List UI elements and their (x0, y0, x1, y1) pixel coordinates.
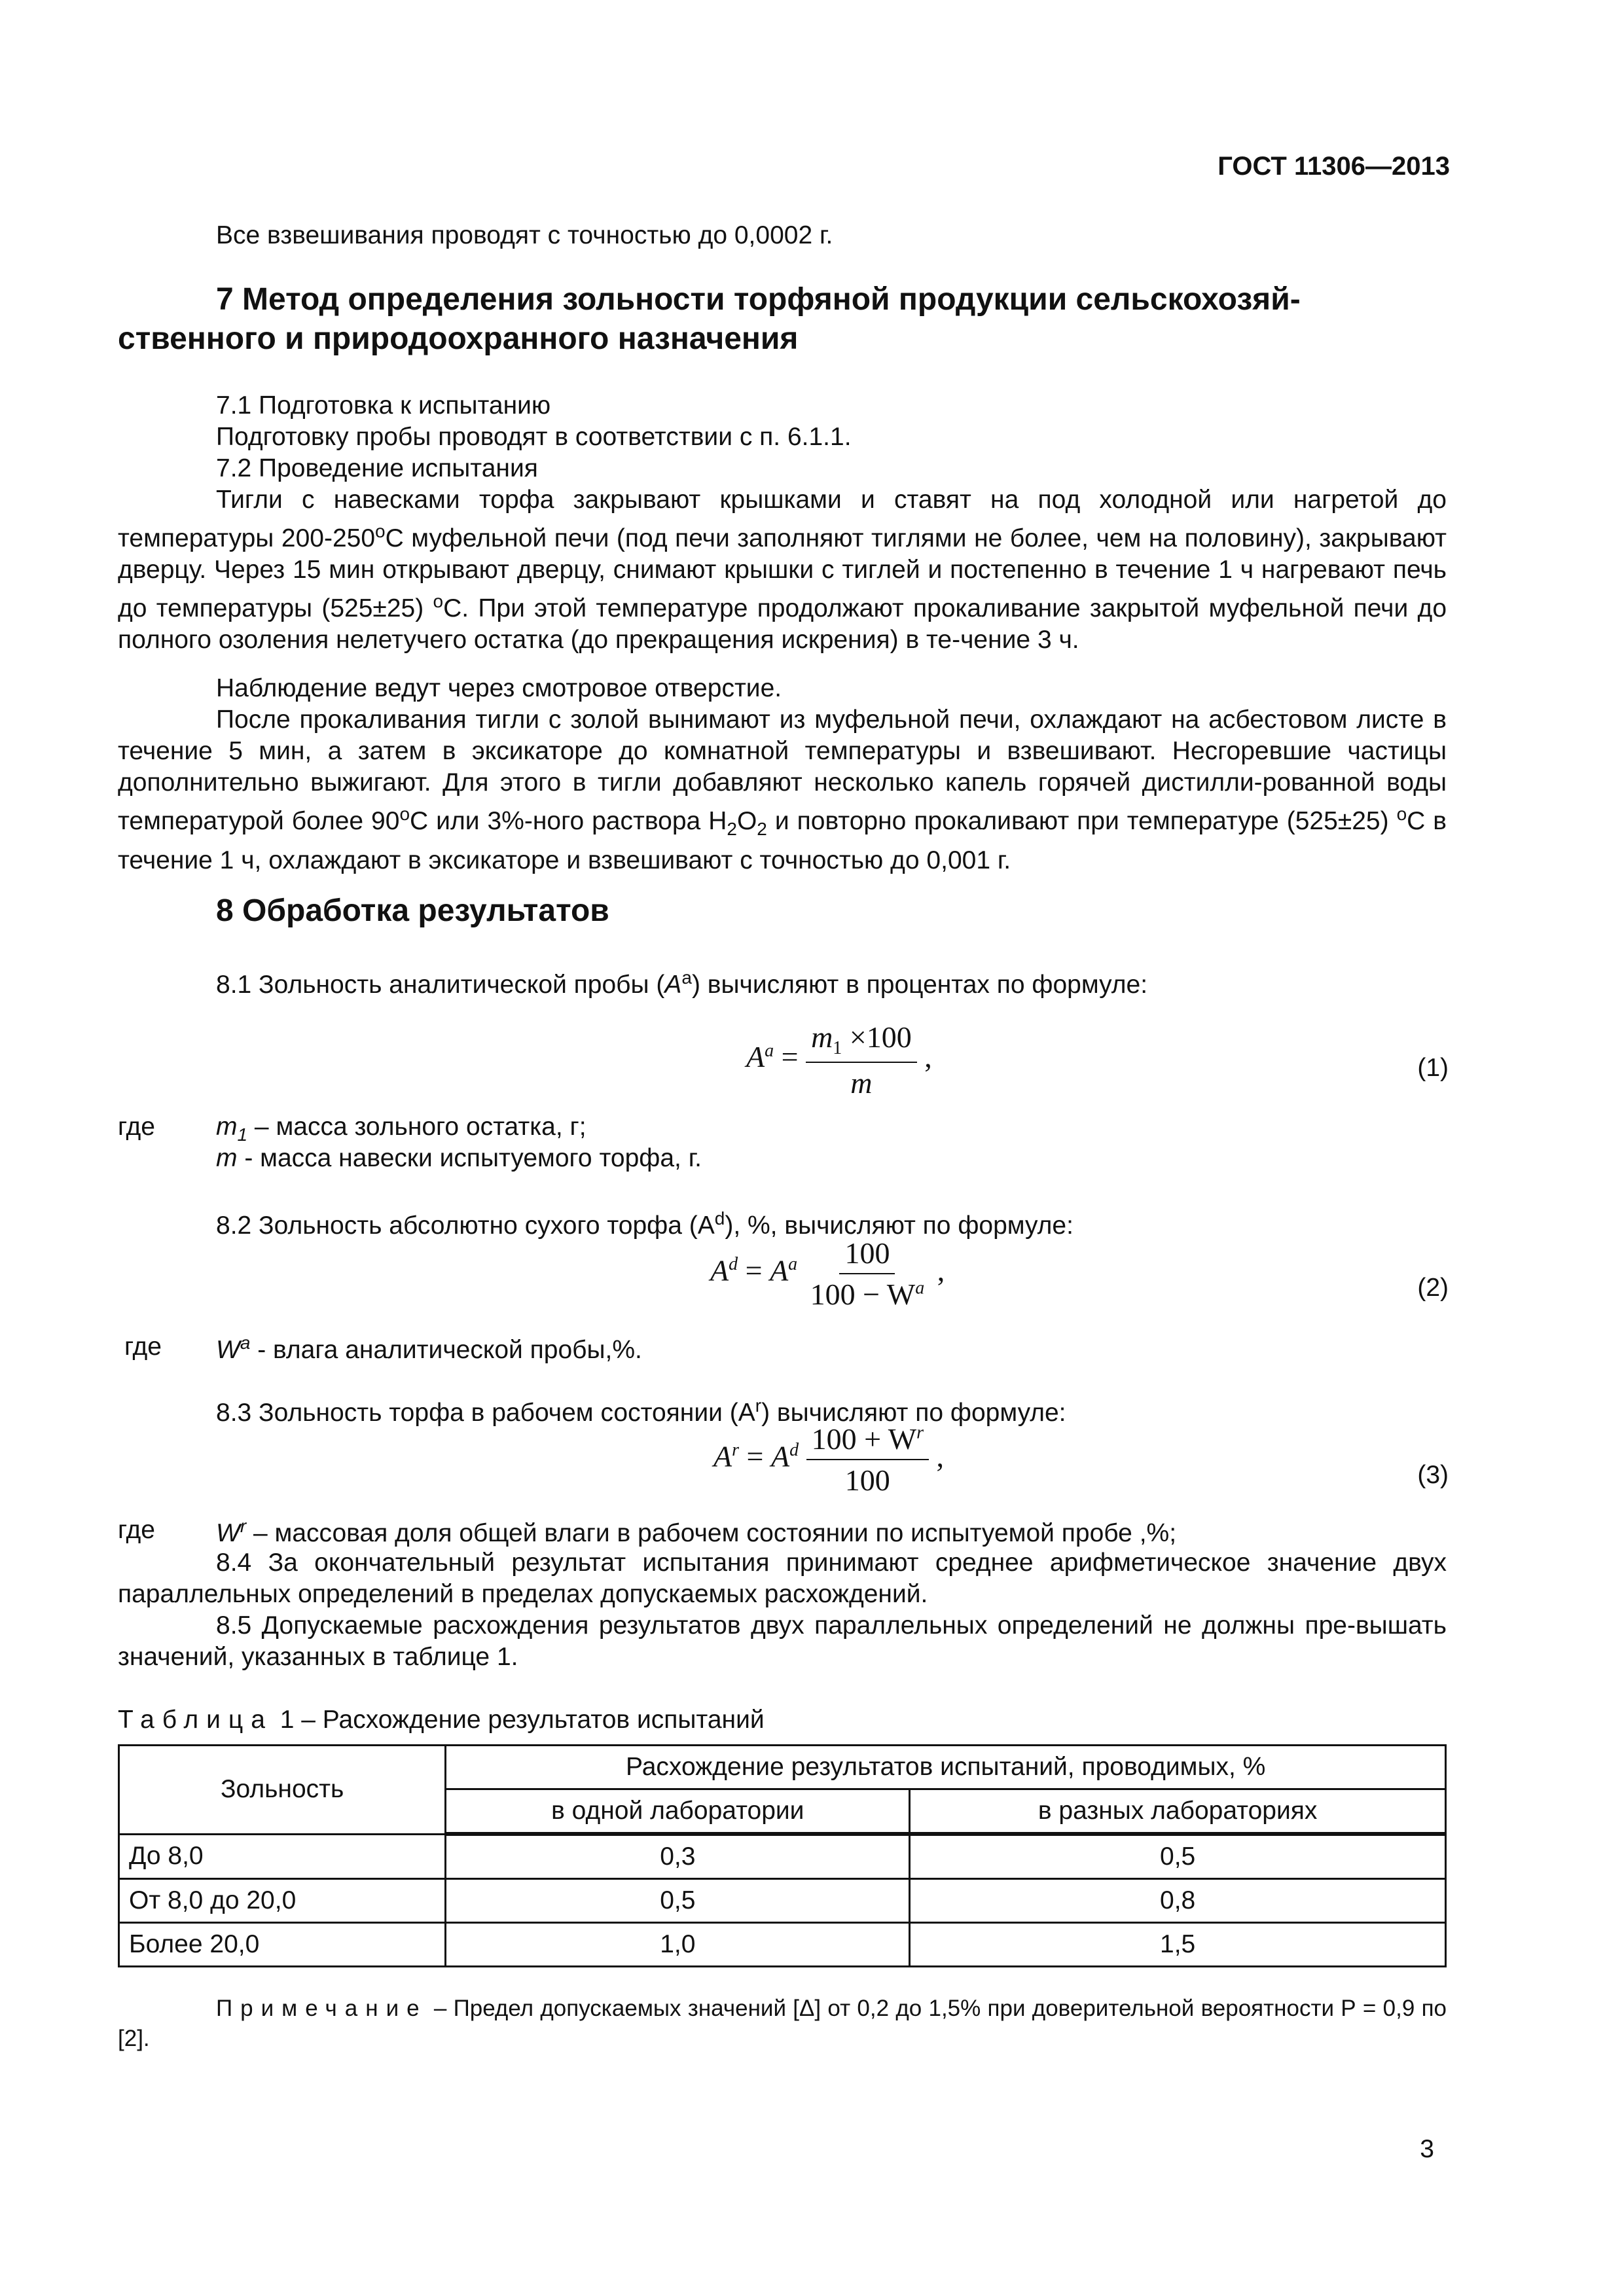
table-note: Примечание – Предел допускаемых значений [Δ] от 0,2 до 1,5% при доверительной вероятности Р = 0,9 по [2]. (118, 1996, 1447, 2051)
results-table (118, 1744, 1447, 1967)
subsection-7-2: 7.2 Проведение испытания (216, 454, 538, 482)
where-label-3: где (118, 1516, 155, 1544)
table-cell: 0,5 (446, 1879, 910, 1923)
formula-2: $A^d = A^a$ $\frac{100}{100 - W^a}$ , (710, 1236, 945, 1311)
section-8-title: 8 Обработка результатов (216, 893, 609, 928)
table-cell: 0,5 (910, 1834, 1446, 1879)
table-header-group: Расхождение результатов испытаний, проводимых, % (446, 1746, 1446, 1789)
table-header-same-lab: в одной лаборатории (446, 1789, 910, 1835)
where-label-1: где (118, 1113, 155, 1141)
table-row (119, 1923, 1446, 1967)
table-cell: До 8,0 (119, 1834, 446, 1879)
table-cell: 1,0 (446, 1923, 910, 1967)
paragraph-after-calcination: После прокаливания тигли с золой вынимают из муфельной печи, охлаждают на асбестовом листе в течение 5 мин, а затем в эксикаторе до комнатной температуры и взвешивают. Несгоревшие частицы дополнительно выжигают. Для этого в тигли добавляют несколько капель горячей дистилли-рованной воды температурой более $90^оС$ или 3%-ного раствора $H_2O_2$ и повторно прокаливают при температуре (525±25) $^о$С в течение 1 ч, охлаждают в эксикаторе и взвешивают с точностью до 0,001 г. (118, 706, 1447, 874)
section-7-title: 7 Метод определения зольности торфяной продукции сельскохозяй-ственного и природоохранного назначения (118, 282, 1301, 356)
formula-1: $A^a$ = $\frac{m_1 \times 100}{m}$ , (746, 1020, 932, 1100)
subsection-7-1-text: Подготовку пробы проводят в соответствии с п. 6.1.1. (216, 423, 852, 451)
intro-text: Все взвешивания проводят с точностью до 0,0002 г. (216, 221, 833, 249)
paragraph-observation: Наблюдение ведут через смотровое отверстие. (216, 674, 782, 702)
subsection-8-3: 8.3 Зольность торфа в рабочем состоянии $(А^r)$ вычисляют по формуле: (216, 1395, 1066, 1427)
page-number: 3 (1420, 2135, 1434, 2163)
paragraph-procedure: Тигли с навесками торфа закрывают крышками и ставят на под холодной или нагретой до температуры $200-250^оС$ муфельной печи (под печи заполняют тиглями не более, чем на половину), закрывают дверцу. Через 15 мин открывают дверцу, снимают крышки с тиглей и постепенно в течение 1 ч нагревают печь до температуры (525±25) $^о$С. При этой температуре продолжают прокаливание закрытой муфельной печи до полного озоления нелетучего остатка (до прекращения искрения) в те-чение 3 ч. (118, 486, 1447, 654)
table-cell: 0,3 (446, 1834, 910, 1879)
table-cell: 1,5 (910, 1923, 1446, 1967)
table-row (119, 1879, 1446, 1923)
equation-number-2: (2) (1417, 1274, 1449, 1302)
where-m1: $m_1$ – масса зольного остатка, г; (216, 1113, 586, 1145)
table-row (119, 1834, 1446, 1879)
table-header-different-labs: в разных лабораториях (910, 1789, 1446, 1835)
where-m: m - масса навески испытуемого торфа, г. (216, 1144, 702, 1172)
document-code: ГОСТ 11306—2013 (1218, 152, 1450, 181)
formula-3: $A^r = A^d$ $\frac{100 + W^r}{100}$ , (713, 1422, 945, 1497)
table-cell: 0,8 (910, 1879, 1446, 1923)
table-cell: От 8,0 до 20,0 (119, 1879, 446, 1923)
subsection-8-4: 8.4 За окончательный результат испытания принимают среднее арифметическое значение двух параллельных определений в пределах допускаемых расхождений. (118, 1549, 1447, 1608)
subsection-7-1: 7.1 Подготовка к испытанию (216, 391, 551, 420)
where-wr: $W^r$ – массовая доля общей влаги в рабочем состоянии по испытуемой пробе ,%; (216, 1516, 1177, 1547)
subsection-8-5: 8.5 Допускаемые расхождения результатов двух параллельных определений не должны пре-вышать значений, указанных в таблице 1. (118, 1611, 1447, 1671)
equation-number-1: (1) (1417, 1054, 1449, 1082)
table-cell: Более 20,0 (119, 1923, 446, 1967)
subsection-8-1: 8.1 Зольность аналитической пробы $(А^а)$ вычисляют в процентах по формуле: (216, 967, 1148, 999)
where-label-2: где (124, 1333, 162, 1361)
equation-number-3: (3) (1417, 1461, 1449, 1489)
subsection-8-2: 8.2 Зольность абсолютно сухого торфа $(А^d)$, %, вычисляют по формуле: (216, 1208, 1074, 1240)
table-header-ash: Зольность (119, 1746, 446, 1835)
table-caption: Таблица 1 – Расхождение результатов испытаний (118, 1706, 765, 1734)
where-wa: $W^a$ - влага аналитической пробы,%. (216, 1333, 642, 1364)
